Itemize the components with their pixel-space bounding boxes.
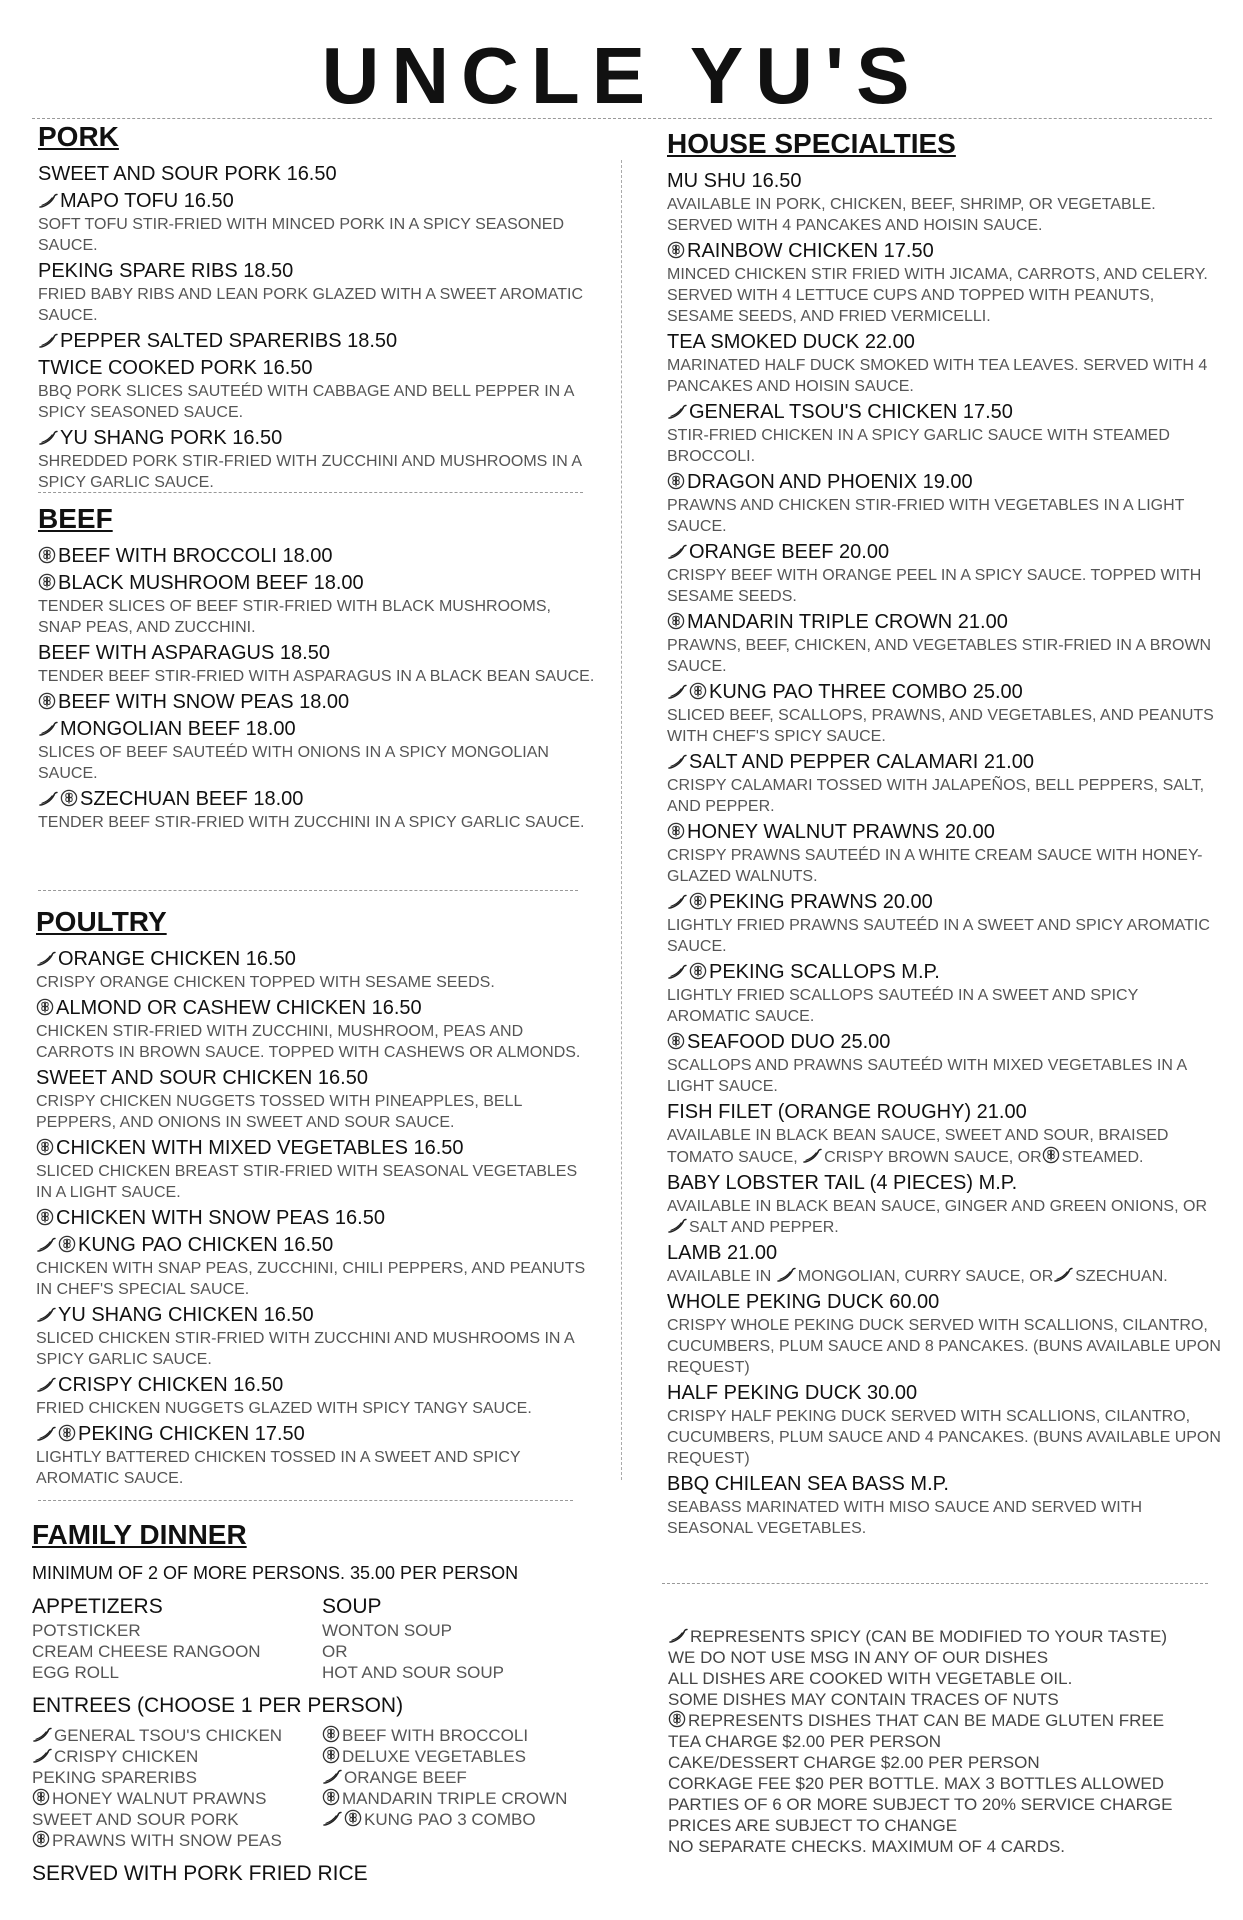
chili-pepper-icon xyxy=(802,1148,822,1164)
gluten-free-icon xyxy=(344,1809,362,1827)
entree-option: ORANGE BEEF xyxy=(322,1767,612,1788)
menu-item-description: TENDER SLICES OF BEEF STIR-FRIED WITH BLACK MUSHROOMS, SNAP PEAS, AND ZUCCHINI. xyxy=(38,598,551,636)
note-msg: WE DO NOT USE MSG IN ANY OF OUR DISHES xyxy=(668,1648,1049,1667)
menu-item xyxy=(36,947,596,993)
entree-option: BEEF WITH BROCCOLI xyxy=(322,1725,612,1746)
menu-item-description: AVAILABLE IN BLACK BEAN SAUCE, SWEET AND SOUR, BRAISED TOMATO SAUCE, CRISPY BROWN SAUCE, OR STEAMED. xyxy=(667,1127,1169,1166)
note-cake: CAKE/DESSERT CHARGE $2.00 PER PERSON xyxy=(668,1753,1040,1772)
gluten-free-icon xyxy=(36,1208,54,1226)
menu-item-name: MAPO TOFU 16.50 xyxy=(38,189,598,214)
menu-item-description: AVAILABLE IN MONGOLIAN, CURRY SAUCE, OR SZECHUAN. xyxy=(667,1268,1168,1285)
menu-item xyxy=(667,960,1222,1027)
menu-item xyxy=(667,1381,1222,1469)
menu-item-description: LIGHTLY BATTERED CHICKEN TOSSED IN A SWEET AND SPICY AROMATIC SAUCE. xyxy=(36,1449,521,1487)
menu-item-name: ALMOND OR CASHEW CHICKEN 16.50 xyxy=(36,996,596,1021)
menu-item-name: PEKING SPARE RIBS 18.50 xyxy=(38,260,294,282)
menu-item xyxy=(667,680,1222,747)
menu-item-description: STIR-FRIED CHICKEN IN A SPICY GARLIC SAUCE WITH STEAMED BROCCOLI. xyxy=(667,427,1170,465)
menu-item-description: CHICKEN STIR-FRIED WITH ZUCCHINI, MUSHROOM, PEAS AND CARROTS IN BROWN SAUCE. TOPPED WITH CASHEWS OR ALMONDS. xyxy=(36,1023,581,1061)
entrees-left xyxy=(32,1725,322,1851)
menu-item xyxy=(36,1303,596,1370)
menu-item xyxy=(36,1066,596,1133)
menu-item xyxy=(38,329,598,354)
chili-pepper-icon xyxy=(32,1748,52,1764)
chili-pepper-icon xyxy=(322,1811,342,1827)
menu-item-description: SHREDDED PORK STIR-FRIED WITH ZUCCHINI AND MUSHROOMS IN A SPICY GARLIC SAUCE. xyxy=(38,453,582,491)
menu-item-description: BBQ PORK SLICES SAUTEÉD WITH CABBAGE AND BELL PEPPER IN A SPICY SEASONED SAUCE. xyxy=(38,383,574,421)
chili-pepper-icon xyxy=(667,404,687,420)
menu-item xyxy=(38,162,598,187)
gluten-free-icon xyxy=(38,546,56,564)
menu-item-name: YU SHANG PORK 16.50 xyxy=(38,426,598,451)
chili-pepper-icon xyxy=(667,1218,687,1234)
chili-pepper-icon xyxy=(38,721,58,737)
gluten-free-icon xyxy=(689,892,707,910)
appetizers-column xyxy=(32,1594,322,1683)
menu-item xyxy=(667,820,1222,887)
menu-item-description: TENDER BEEF STIR-FRIED WITH ZUCCHINI IN A SPICY GARLIC SAUCE. xyxy=(38,814,585,831)
menu-item xyxy=(36,1136,596,1203)
note-nuts: SOME DISHES MAY CONTAIN TRACES OF NUTS xyxy=(668,1690,1059,1709)
chili-pepper-icon xyxy=(38,791,58,807)
gluten-free-icon xyxy=(667,241,685,259)
menu-item-name: CHICKEN WITH MIXED VEGETABLES 16.50 xyxy=(36,1136,596,1161)
menu-item xyxy=(667,169,1222,236)
gluten-free-icon xyxy=(38,573,56,591)
chili-pepper-icon xyxy=(776,1267,796,1283)
menu-item-name: YU SHANG CHICKEN 16.50 xyxy=(36,1303,596,1328)
section-beef xyxy=(38,502,598,836)
chili-pepper-icon xyxy=(36,1307,56,1323)
menu-item-name: KUNG PAO CHICKEN 16.50 xyxy=(36,1233,596,1258)
list-item: HOT AND SOUR SOUP xyxy=(322,1663,504,1682)
note-prices: PRICES ARE SUBJECT TO CHANGE xyxy=(668,1816,958,1835)
chili-pepper-icon xyxy=(38,333,58,349)
list-item: EGG ROLL xyxy=(32,1663,119,1682)
menu-item-name: MONGOLIAN BEEF 18.00 xyxy=(38,717,598,742)
menu-item-description: PRAWNS, BEEF, CHICKEN, AND VEGETABLES STIR-FRIED IN A BROWN SAUCE. xyxy=(667,637,1212,675)
note-oil: ALL DISHES ARE COOKED WITH VEGETABLE OIL. xyxy=(668,1669,1073,1688)
menu-item-description: SLICED CHICKEN STIR-FRIED WITH ZUCCHINI AND MUSHROOMS IN A SPICY GARLIC SAUCE. xyxy=(36,1330,574,1368)
menu-item-name: ORANGE CHICKEN 16.50 xyxy=(36,947,596,972)
menu-item-name: BEEF WITH BROCCOLI 18.00 xyxy=(38,544,598,569)
menu-item xyxy=(36,1233,596,1300)
chili-pepper-icon xyxy=(36,1426,56,1442)
menu-item-description: MINCED CHICKEN STIR FRIED WITH JICAMA, CARROTS, AND CELERY. SERVED WITH 4 LETTUCE CUPS AND TOPPED WITH PEANUTS, SESAME SEEDS, AND FRIED VERMICELLI. xyxy=(667,266,1208,325)
entree-option: PEKING SPARERIBS xyxy=(32,1768,198,1787)
menu-item-description: SEABASS MARINATED WITH MISO SAUCE AND SERVED WITH SEASONAL VEGETABLES. xyxy=(667,1499,1143,1537)
section-heading-family-dinner: FAMILY DINNER xyxy=(32,1519,247,1550)
chili-pepper-icon xyxy=(667,754,687,770)
menu-item-name: LAMB 21.00 xyxy=(667,1242,778,1264)
menu-item-name: BEEF WITH ASPARAGUS 18.50 xyxy=(38,642,330,664)
chili-pepper-icon xyxy=(36,1377,56,1393)
menu-item-description: LIGHTLY FRIED PRAWNS SAUTEÉD IN A SWEET AND SPICY AROMATIC SAUCE. xyxy=(667,917,1210,955)
chili-pepper-icon xyxy=(38,193,58,209)
list-item: WONTON SOUP xyxy=(322,1621,453,1640)
appetizers-heading: APPETIZERS xyxy=(32,1595,163,1618)
entree-option: SWEET AND SOUR PORK xyxy=(32,1810,239,1829)
menu-item xyxy=(36,996,596,1063)
menu-item-description: CRISPY BEEF WITH ORANGE PEEL IN A SPICY SAUCE. TOPPED WITH SESAME SEEDS. xyxy=(667,567,1202,605)
family-dinner-subtitle: MINIMUM OF 2 OF MORE PERSONS. 35.00 PER PERSON xyxy=(32,1563,519,1583)
menu-item xyxy=(667,540,1222,607)
entrees-grid xyxy=(32,1725,612,1851)
restaurant-title: UNCLE YU'S xyxy=(321,31,922,120)
menu-item-name: PEKING PRAWNS 20.00 xyxy=(667,890,1222,915)
menu-item xyxy=(36,1422,596,1489)
menu-item xyxy=(667,470,1222,537)
menu-item-description: SLICES OF BEEF SAUTEÉD WITH ONIONS IN A SPICY MONGOLIAN SAUCE. xyxy=(38,744,549,782)
gluten-free-icon xyxy=(668,1710,686,1728)
divider-specialties-notes xyxy=(662,1583,1208,1584)
menu-item-description: SLICED BEEF, SCALLOPS, PRAWNS, AND VEGETABLES, AND PEANUTS WITH CHEF'S SPICY SAUCE. xyxy=(667,707,1214,745)
menu-item-name: BBQ CHILEAN SEA BASS M.P. xyxy=(667,1473,949,1495)
menu-item xyxy=(667,1030,1222,1097)
menu-item-name: MANDARIN TRIPLE CROWN 21.00 xyxy=(667,610,1222,635)
divider-beef-poultry xyxy=(38,890,578,891)
entree-option: HONEY WALNUT PRAWNS xyxy=(32,1788,322,1809)
gluten-free-icon xyxy=(322,1725,340,1743)
menu-item-description: LIGHTLY FRIED SCALLOPS SAUTEÉD IN A SWEET AND SPICY AROMATIC SAUCE. xyxy=(667,987,1138,1025)
menu-item xyxy=(667,239,1222,327)
menu-item-description: CRISPY HALF PEKING DUCK SERVED WITH SCALLIONS, CILANTRO, CUCUMBERS, PLUM SAUCE AND 4 PANCAKES. (BUNS AVAILABLE UPON REQUEST) xyxy=(667,1408,1221,1467)
gluten-free-icon xyxy=(60,789,78,807)
menu-item xyxy=(667,1171,1222,1238)
menu-item-description: SOFT TOFU STIR-FRIED WITH MINCED PORK IN A SPICY SEASONED SAUCE. xyxy=(38,216,564,254)
note-parties: PARTIES OF 6 OR MORE SUBJECT TO 20% SERVICE CHARGE xyxy=(668,1795,1173,1814)
menu-item-description: AVAILABLE IN PORK, CHICKEN, BEEF, SHRIMP, OR VEGETABLE. SERVED WITH 4 PANCAKES AND HOISIN SAUCE. xyxy=(667,196,1156,234)
entree-option: MANDARIN TRIPLE CROWN xyxy=(322,1788,612,1809)
note-gluten-free: REPRESENTS DISHES THAT CAN BE MADE GLUTEN FREE xyxy=(668,1710,1223,1731)
menu-item-name: PEKING SCALLOPS M.P. xyxy=(667,960,1222,985)
menu-item-name: DRAGON AND PHOENIX 19.00 xyxy=(667,470,1222,495)
section-heading-pork: PORK xyxy=(38,121,119,152)
gluten-free-icon xyxy=(322,1788,340,1806)
menu-item-description: TENDER BEEF STIR-FRIED WITH ASPARAGUS IN A BLACK BEAN SAUCE. xyxy=(38,668,595,685)
menu-item-name: KUNG PAO THREE COMBO 25.00 xyxy=(667,680,1222,705)
menu-item-name: SWEET AND SOUR PORK 16.50 xyxy=(38,163,337,185)
menu-item-description: PRAWNS AND CHICKEN STIR-FRIED WITH VEGETABLES IN A LIGHT SAUCE. xyxy=(667,497,1185,535)
menu-item-name: TWICE COOKED PORK 16.50 xyxy=(38,357,313,379)
chili-pepper-icon xyxy=(38,430,58,446)
gluten-free-icon xyxy=(58,1235,76,1253)
chili-pepper-icon xyxy=(36,951,56,967)
section-poultry xyxy=(36,905,596,1492)
family-courses xyxy=(32,1594,612,1683)
house-specialties-list xyxy=(667,169,1222,1539)
section-heading-poultry: POULTRY xyxy=(36,906,167,937)
menu-item xyxy=(667,1241,1222,1287)
entrees-heading: ENTREES (CHOOSE 1 PER PERSON) xyxy=(32,1694,404,1717)
menu-item xyxy=(36,1206,596,1231)
menu-item-name: SWEET AND SOUR CHICKEN 16.50 xyxy=(36,1067,368,1089)
menu-item xyxy=(38,426,598,493)
menu-item xyxy=(38,544,598,569)
menu-item-description: FRIED CHICKEN NUGGETS GLAZED WITH SPICY TANGY SAUCE. xyxy=(36,1400,532,1417)
menu-item xyxy=(38,717,598,784)
gluten-free-icon xyxy=(1042,1146,1060,1164)
pork-list xyxy=(38,162,598,493)
entree-option: CRISPY CHICKEN xyxy=(32,1746,322,1767)
top-divider xyxy=(32,118,1212,119)
gluten-free-icon xyxy=(36,998,54,1016)
soup-heading: SOUP xyxy=(322,1595,382,1618)
soup-column xyxy=(322,1594,612,1683)
menu-item-description: AVAILABLE IN BLACK BEAN SAUCE, GINGER AND GREEN ONIONS, OR SALT AND PEPPER. xyxy=(667,1198,1207,1236)
section-heading-house-specialties: HOUSE SPECIALTIES xyxy=(667,128,956,159)
section-family-dinner xyxy=(32,1518,612,1887)
menu-item xyxy=(667,610,1222,677)
menu-item-name: CHICKEN WITH SNOW PEAS 16.50 xyxy=(36,1206,596,1231)
menu-item-name: WHOLE PEKING DUCK 60.00 xyxy=(667,1291,940,1313)
gluten-free-icon xyxy=(36,1138,54,1156)
menu-item xyxy=(38,641,598,687)
menu-item-description: SLICED CHICKEN BREAST STIR-FRIED WITH SEASONAL VEGETABLES IN A LIGHT SAUCE. xyxy=(36,1163,578,1201)
menu-item-name: TEA SMOKED DUCK 22.00 xyxy=(667,331,915,353)
gluten-free-icon xyxy=(322,1746,340,1764)
menu-item-name: CRISPY CHICKEN 16.50 xyxy=(36,1373,596,1398)
menu-item-name: HONEY WALNUT PRAWNS 20.00 xyxy=(667,820,1222,845)
chili-pepper-icon xyxy=(667,894,687,910)
entree-option: PRAWNS WITH SNOW PEAS xyxy=(32,1830,322,1851)
chili-pepper-icon xyxy=(667,684,687,700)
divider-poultry-family xyxy=(38,1500,573,1501)
menu-item xyxy=(38,690,598,715)
gluten-free-icon xyxy=(58,1424,76,1442)
menu-item xyxy=(667,890,1222,957)
menu-item-name: RAINBOW CHICKEN 17.50 xyxy=(667,239,1222,264)
menu-item-name: SALT AND PEPPER CALAMARI 21.00 xyxy=(667,750,1222,775)
menu-item xyxy=(38,356,598,423)
menu-item xyxy=(667,1290,1222,1378)
center-divider xyxy=(621,160,622,1480)
menu-item-description: CRISPY CALAMARI TOSSED WITH JALAPEÑOS, BELL PEPPERS, SALT, AND PEPPER. xyxy=(667,777,1205,815)
menu-item xyxy=(38,189,598,256)
menu-item xyxy=(38,259,598,326)
menu-item-description: CRISPY PRAWNS SAUTEÉD IN A WHITE CREAM SAUCE WITH HONEY-GLAZED WALNUTS. xyxy=(667,847,1203,885)
menu-item-description: FRIED BABY RIBS AND LEAN PORK GLAZED WITH A SWEET AROMATIC SAUCE. xyxy=(38,286,584,324)
gluten-free-icon xyxy=(667,472,685,490)
menu-item-description: CRISPY CHICKEN NUGGETS TOSSED WITH PINEAPPLES, BELL PEPPERS, AND ONIONS IN SWEET AND SOUR SAUCE. xyxy=(36,1093,522,1131)
entree-option: GENERAL TSOU'S CHICKEN xyxy=(32,1725,322,1746)
menu-item-description: CRISPY ORANGE CHICKEN TOPPED WITH SESAME SEEDS. xyxy=(36,974,495,991)
list-item: OR xyxy=(322,1642,348,1661)
menu-item-description: SCALLOPS AND PRAWNS SAUTEÉD WITH MIXED VEGETABLES IN A LIGHT SAUCE. xyxy=(667,1057,1187,1095)
gluten-free-icon xyxy=(667,822,685,840)
gluten-free-icon xyxy=(689,682,707,700)
entrees-right xyxy=(322,1725,612,1851)
family-dinner-footer: SERVED WITH PORK FRIED RICE xyxy=(32,1862,368,1885)
chili-pepper-icon xyxy=(667,544,687,560)
menu-item-name: FISH FILET (ORANGE ROUGHY) 21.00 xyxy=(667,1101,1027,1123)
menu-item-name: SZECHUAN BEEF 18.00 xyxy=(38,787,598,812)
menu-item-description: CHICKEN WITH SNAP PEAS, ZUCCHINI, CHILI PEPPERS, AND PEANUTS IN CHEF'S SPECIAL SAUCE. xyxy=(36,1260,586,1298)
list-item: POTSTICKER xyxy=(32,1621,141,1640)
soup-list xyxy=(322,1620,612,1683)
menu-item xyxy=(667,1472,1222,1539)
menu-item-name: ORANGE BEEF 20.00 xyxy=(667,540,1222,565)
menu-item-name: BABY LOBSTER TAIL (4 PIECES) M.P. xyxy=(667,1172,1018,1194)
chili-pepper-icon xyxy=(322,1769,342,1785)
beef-list xyxy=(38,544,598,833)
poultry-list xyxy=(36,947,596,1489)
gluten-free-icon xyxy=(689,962,707,980)
chili-pepper-icon xyxy=(1053,1267,1073,1283)
menu-item xyxy=(38,571,598,638)
menu-item-name: PEPPER SALTED SPARERIBS 18.50 xyxy=(38,329,598,354)
menu-item-name: SEAFOOD DUO 25.00 xyxy=(667,1030,1222,1055)
menu-item-description: MARINATED HALF DUCK SMOKED WITH TEA LEAVES. SERVED WITH 4 PANCAKES AND HOISIN SAUCE. xyxy=(667,357,1208,395)
menu-item-name: GENERAL TSOU'S CHICKEN 17.50 xyxy=(667,400,1222,425)
section-house-specialties xyxy=(667,127,1222,1542)
note-checks: NO SEPARATE CHECKS. MAXIMUM OF 4 CARDS. xyxy=(668,1837,1066,1856)
section-pork xyxy=(38,120,598,496)
gluten-free-icon xyxy=(32,1830,50,1848)
gluten-free-icon xyxy=(38,692,56,710)
note-tea: TEA CHARGE $2.00 PER PERSON xyxy=(668,1732,942,1751)
menu-item-name: PEKING CHICKEN 17.50 xyxy=(36,1422,596,1447)
appetizers-list xyxy=(32,1620,322,1683)
gluten-free-icon xyxy=(667,612,685,630)
menu-item xyxy=(667,750,1222,817)
menu-item xyxy=(667,400,1222,467)
list-item: CREAM CHEESE RANGOON xyxy=(32,1642,261,1661)
entree-option: KUNG PAO 3 COMBO xyxy=(322,1809,612,1830)
gluten-free-icon xyxy=(32,1788,50,1806)
menu-item-name: MU SHU 16.50 xyxy=(667,170,802,192)
menu-item-name: BLACK MUSHROOM BEEF 18.00 xyxy=(38,571,598,596)
menu-item-name: HALF PEKING DUCK 30.00 xyxy=(667,1382,918,1404)
menu-item xyxy=(667,330,1222,397)
chili-pepper-icon xyxy=(36,1237,56,1253)
gluten-free-icon xyxy=(667,1032,685,1050)
chili-pepper-icon xyxy=(668,1628,688,1644)
note-spicy: REPRESENTS SPICY (CAN BE MODIFIED TO YOUR TASTE) xyxy=(668,1626,1223,1647)
notes-section xyxy=(668,1626,1223,1857)
chili-pepper-icon xyxy=(667,964,687,980)
note-corkage: CORKAGE FEE $20 PER BOTTLE. MAX 3 BOTTLES ALLOWED xyxy=(668,1774,1164,1793)
menu-item xyxy=(36,1373,596,1419)
menu-item xyxy=(667,1100,1222,1168)
chili-pepper-icon xyxy=(32,1727,52,1743)
menu-item xyxy=(38,787,598,833)
menu-item-name: BEEF WITH SNOW PEAS 18.00 xyxy=(38,690,598,715)
menu-item-description: CRISPY WHOLE PEKING DUCK SERVED WITH SCALLIONS, CILANTRO, CUCUMBERS, PLUM SAUCE AND 8 PANCAKES. (BUNS AVAILABLE UPON REQUEST) xyxy=(667,1317,1221,1376)
entree-option: DELUXE VEGETABLES xyxy=(322,1746,612,1767)
section-heading-beef: BEEF xyxy=(38,503,113,534)
